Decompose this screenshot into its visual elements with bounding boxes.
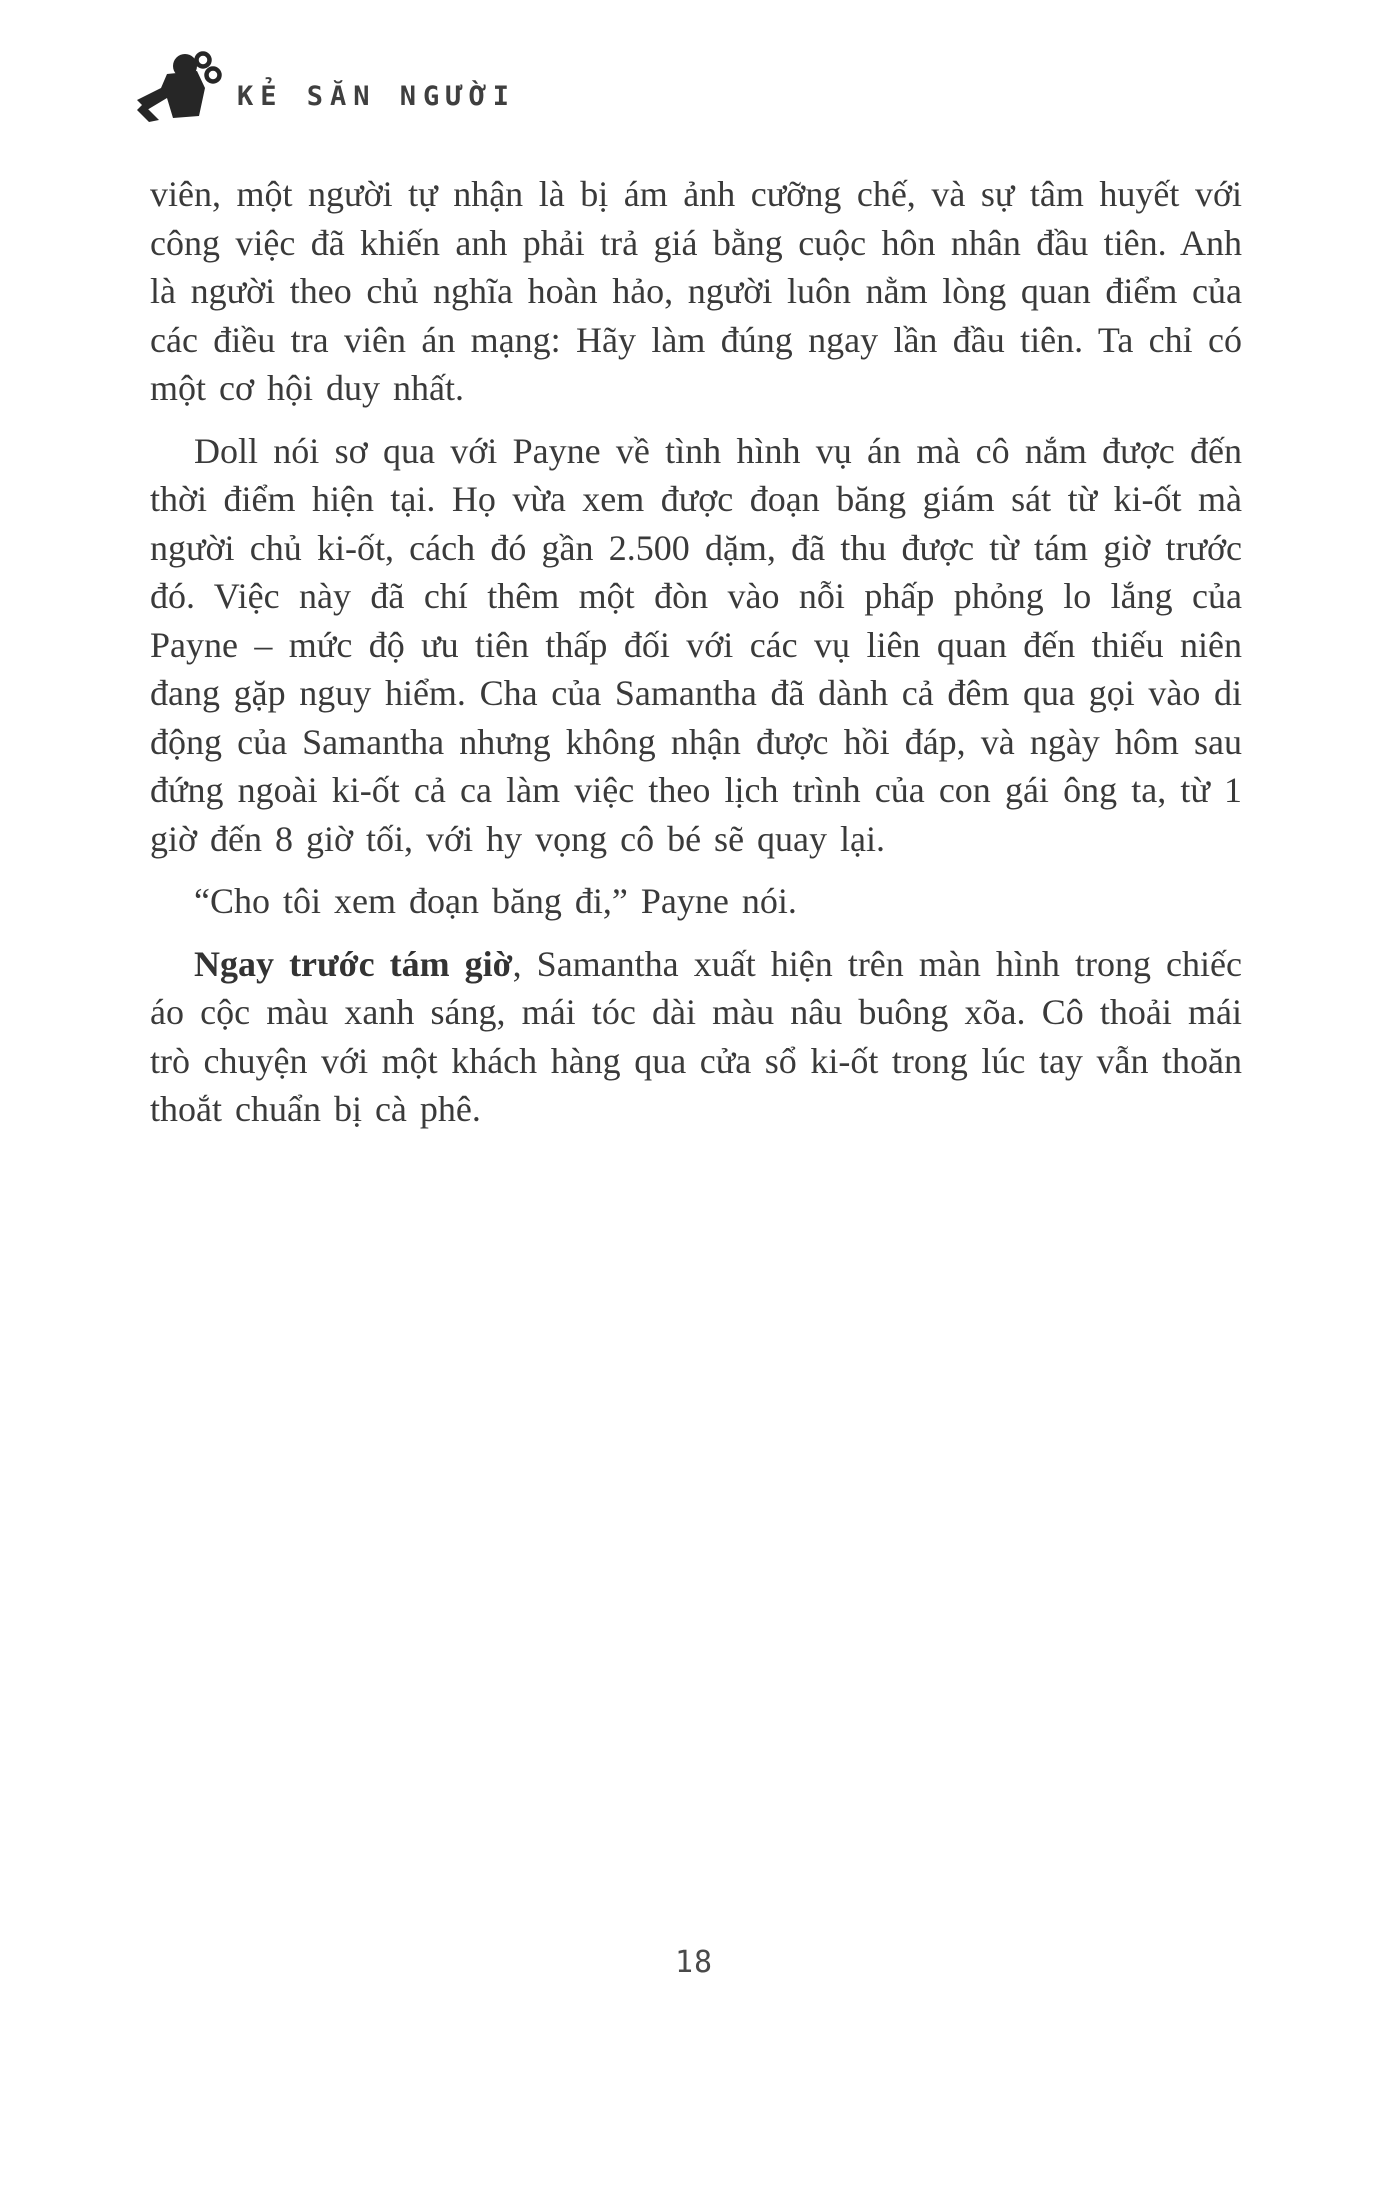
paragraph-text: Doll nói sơ qua với Payne về tình hình vụ án mà cô nắm được đến thời điểm hiện tại. Họ vừa xem được đoạn băng giám sát từ ki-ốt mà người chủ ki-ốt, cách đó gần 2.500 dặm, đã thu được từ tám giờ trước đó. Việc này đã chí thêm một đòn vào nỗi phấp phỏng lo lắng của Payne – mức độ ưu tiên thấp đối với các vụ liên quan đến thiếu niên đang gặp nguy hiểm. Cha của Samantha đã dành cả đêm qua gọi vào di động của Samantha nhưng không nhận được hồi đáp, và ngày hôm sau đứng ngoài ki-ốt cả ca làm việc theo lịch trình của con gái ông ta, từ 1 giờ đến 8 giờ tối, với hy vọng cô bé sẽ quay lại. [150,430,1242,859]
paragraph [150,170,1242,413]
paragraph-text: viên, một người tự nhận là bị ám ảnh cưỡng chế, và sự tâm huyết với công việc đã khiến anh phải trả giá bằng cuộc hôn nhân đầu tiên. Anh là người theo chủ nghĩa hoàn hảo, người luôn nằm lòng quan điểm của các điều tra viên án mạng: Hãy làm đúng ngay lần đầu tiên. Ta chỉ có một cơ hội duy nhất. [150,174,1242,408]
page-header [133,50,516,124]
page-number: 18 [674,1945,714,1980]
paragraph [150,940,1242,1134]
paragraph [150,427,1242,864]
page-body [150,170,1242,1148]
paragraph-bold-lead: Ngay trước tám giờ [194,943,513,984]
hunter-silhouette-logo-icon [133,50,223,124]
book-title: KẺ SĂN NGƯỜI [237,80,517,112]
paragraph-text: , Samantha xuất hiện trên màn hình trong chiếc áo cộc màu xanh sáng, mái tóc dài màu nâu buông xõa. Cô thoải mái trò chuyện với một khách hàng qua cửa sổ ki-ốt trong lúc tay vẫn thoăn thoắt chuẩn bị cà phê. [150,943,1242,1129]
paragraph-text: “Cho tôi xem đoạn băng đi,” Payne nói. [194,881,797,921]
paragraph-dialogue [150,877,1242,926]
